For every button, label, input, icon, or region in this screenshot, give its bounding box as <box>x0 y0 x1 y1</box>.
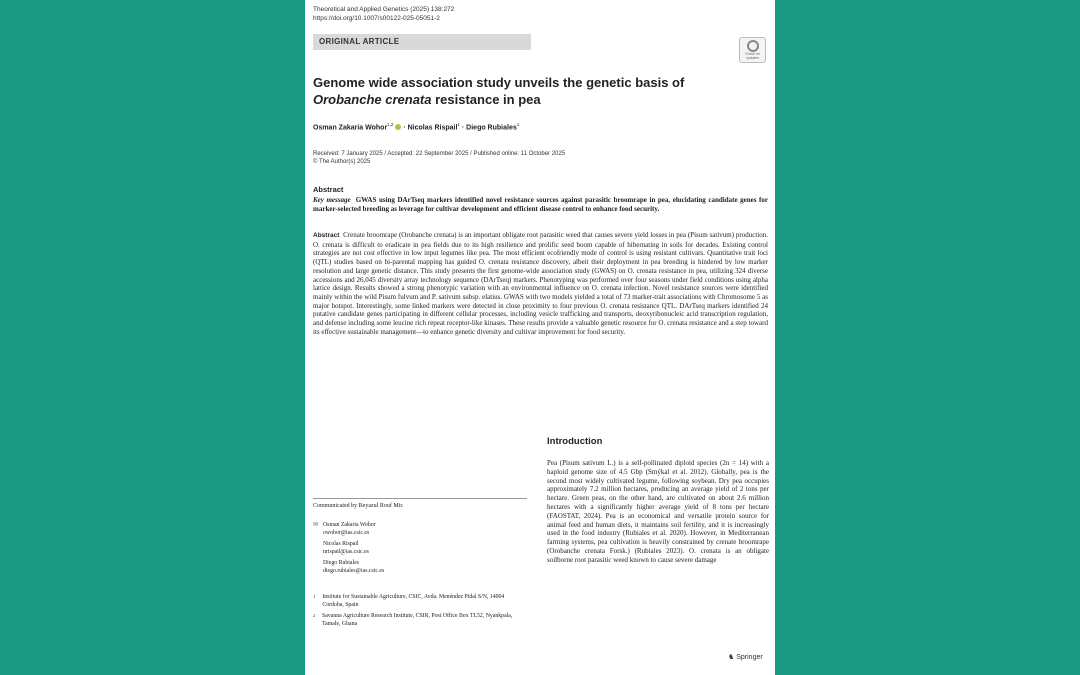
author-affil-ref: 1 <box>457 122 460 127</box>
check-updates-line2: updates <box>746 56 759 60</box>
affiliation-entry <box>313 612 527 628</box>
abstract-text: Crenate broomrape (Orobanche crenata) is an important obligate root parasitic weed that causes severe yield losses in pea (Pisum sativum) production. O. crenata is difficult to eradicate in pea fields due to its high resilience and prolific seed boom capable of hibernating in soils for decades. Existing control strategies are not cost effective in low input legumes like pea. The most efficient ecofriendly mode of control is using resistant cultivars. Quantitative trait loci (QTL) studies based on bi-parental mapping has guided O. crenata resistance discovery, albeit their deployment in pea breeding is hindered by low marker resolution and large genetic distance. This study presents the first genome-wide association study (GWAS) on O. crenata resistance in pea, utilizing 324 diverse accessions and 26,045 diversity array technology sequence (DArTseq) markers. Phenotyping was performed over four seasons under field conditions using alpha lattice design. Results showed a strong phenotypic variation with an environmental influence on O. crenata infection. Novel resistance sources were identified mainly within the wild Pisum fulvum and P. sativum subsp. elatius. GWAS with two models yielded a total of 73 marker-trait associations with Chromosome 5 as major hotspot. Interestingly, some linked markers were detected in close proximity to four previous O. crenata resistance QTL. DArTseq markers identified 24 putative candidate genes participating in different cellular processes, including vesicle trafficking and transports, deoxyribonucleic acid transcription regulation, and defense including some leucine rich repeat receptor-like kinases. These results provide a valuable genetic resource for O. crenata resistance and a step toward its effective sustainable management—to enhance genetic diversity and cultivar improvement for food security. <box>313 231 768 336</box>
introduction-text: Pea (Pisum sativum L.) is a self-pollinated diploid species (2n = 14) with a haploid genome size of 4.5 Gbp (Smýkal et al. 2012). Globally, pea is the second most widely cultivated legume, following soybean. Dry pea occupies approximately 7.2 million hectares, producing an average yield of 2 tons per hectare. Green peas, on the other hand, are cultivated on about 2.6 million hectares with a significantly higher average yield of 8 tons per hectare (FAOSTAT, 2024). Pea is an economical and versatile protein source for animal feed and human diets, it maintains soil fertility, and it is increasingly used in the food industry (Rubiales et al. 2020). However, in Mediterranean farming systems, pea cultivation is heavily constrained by crenate broomrape (Orobanche crenata Forsk.) (Rubiales 2023). O. crenata is an obligate soilborne root parasitic weed known to cause severe damage <box>547 459 769 564</box>
affiliation-number: 2 <box>313 613 316 618</box>
publication-dates <box>313 150 565 166</box>
communicated-by: Communicated by Reyazul Rouf Mir. <box>313 503 404 509</box>
affiliation-number: 1 <box>313 594 316 599</box>
author-name[interactable]: Nicolas Rispail <box>407 124 458 132</box>
contact-email[interactable]: owohor@ias.csic.es <box>323 530 370 536</box>
author-separator: · <box>459 124 467 132</box>
envelope-icon: ✉ <box>313 521 319 528</box>
key-message-label: Key message <box>313 196 351 204</box>
author-contacts <box>313 521 384 578</box>
check-for-updates-button[interactable] <box>739 37 766 63</box>
affiliation-entry <box>313 593 527 609</box>
contact-entry <box>313 559 384 575</box>
springer-horse-icon: ♞ <box>728 653 735 661</box>
key-message <box>313 196 768 213</box>
key-message-text: GWAS using DArTseq markers identified novel resistance sources against parasitic broomrape in pea, elucidating candidate genes for marker-selected breeding as leverage for cultivar development and efficient disease control to enhance food security. <box>313 196 768 213</box>
author-name[interactable]: Osman Zakaria Wohor <box>313 124 388 132</box>
author-affil-ref: 1,2 <box>387 122 394 127</box>
contact-name: Osman Zakaria Wohor <box>323 522 376 528</box>
author-separator: · <box>401 124 408 132</box>
title-part2: resistance in pea <box>431 92 541 107</box>
author-affil-ref: 1 <box>516 122 520 127</box>
article-page <box>305 0 775 675</box>
dates-line: Received: 7 January 2025 / Accepted: 22 September 2025 / Published online: 11 October 2025 <box>313 151 566 157</box>
author-name[interactable]: Diego Rubiales <box>466 124 517 132</box>
contact-email[interactable]: diego.rubiales@ias.csic.es <box>323 568 385 574</box>
footnote-divider <box>313 498 527 499</box>
journal-citation: Theoretical and Applied Genetics (2025) 138:272 <box>313 6 455 13</box>
refresh-icon <box>747 40 759 52</box>
abstract-heading: Abstract <box>313 185 344 194</box>
publisher-logo <box>728 653 763 661</box>
affiliation-text: Institute for Sustainable Agriculture, CSIC, Avda. Menéndez Pidal S/N, 14004 Cordoba, Spain <box>322 594 505 608</box>
contact-entry <box>313 540 384 556</box>
journal-doi[interactable]: https://doi.org/10.1007/s00122-025-05051-2 <box>313 15 440 22</box>
abstract-label: Abstract <box>313 232 340 239</box>
contact-name: Nicolas Rispail <box>323 541 359 547</box>
affiliation-text: Savanna Agriculture Research Institute, CSIR, Post Office Box TL52, Nyankpala, Tamale, Ghana <box>322 613 513 627</box>
publisher-name: Springer <box>736 654 763 661</box>
introduction-heading: Introduction <box>547 436 603 447</box>
contact-entry <box>313 521 384 537</box>
article-title <box>313 74 753 108</box>
title-species: Orobanche crenata <box>313 92 432 107</box>
contact-name: Diego Rubiales <box>323 560 359 566</box>
copyright-line: © The Author(s) 2025 <box>313 159 371 165</box>
abstract-body <box>313 231 768 336</box>
journal-header <box>313 5 454 23</box>
contact-email[interactable]: nrispail@ias.csic.es <box>323 549 369 555</box>
author-list <box>313 122 519 131</box>
check-updates-line1: Check for <box>745 52 760 56</box>
title-part1: Genome wide association study unveils the genetic basis of <box>313 75 685 90</box>
affiliations <box>313 593 527 631</box>
article-type-banner: ORIGINAL ARTICLE <box>313 34 531 50</box>
